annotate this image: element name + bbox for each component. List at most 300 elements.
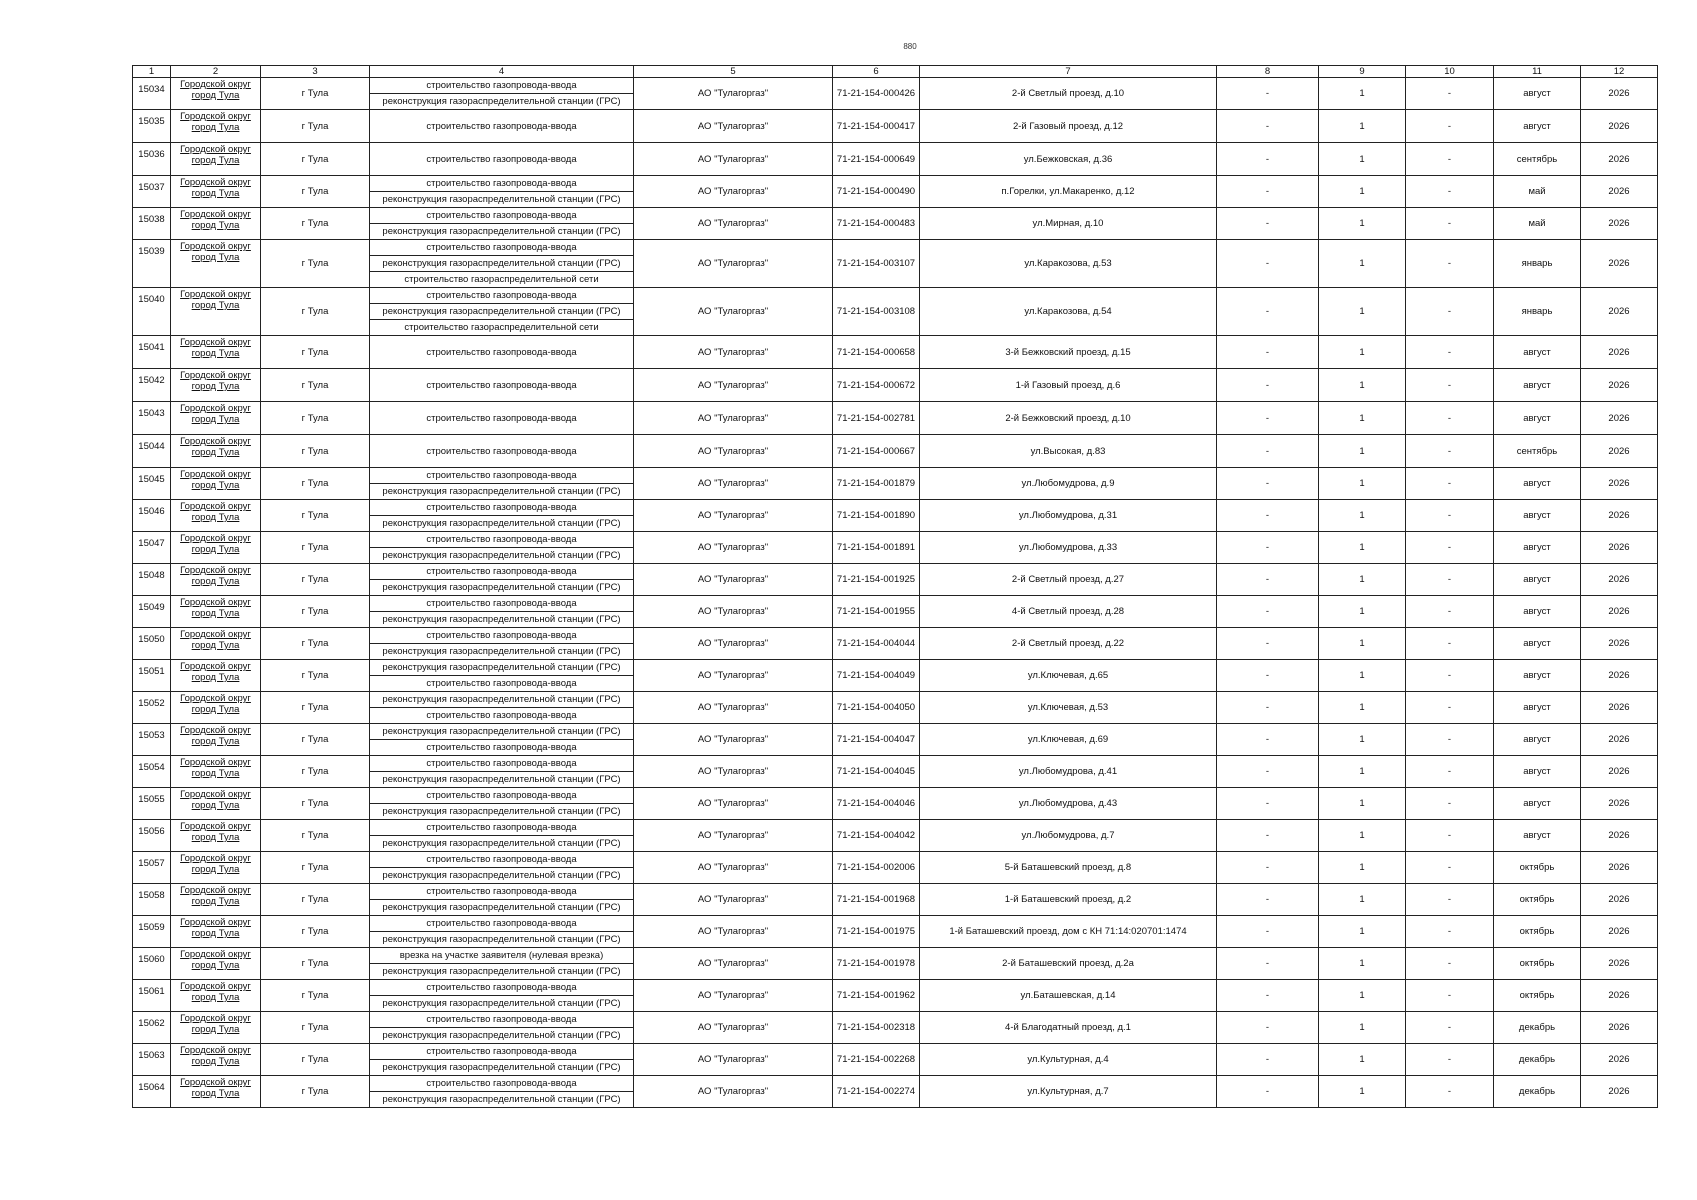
work-line: реконструкция газораспределительной станции (ГРС) — [382, 614, 621, 625]
row-number: 15057 — [133, 852, 171, 884]
month-cell: сентябрь — [1494, 435, 1581, 468]
municipality-cell — [171, 176, 261, 208]
code-cell: 71-21-154-000658 — [833, 336, 920, 369]
work-cell — [370, 788, 634, 820]
municipality-text: Городской округ город Тула — [180, 597, 251, 619]
work-cell — [370, 435, 634, 468]
work-line: строительство газопровода-ввода — [370, 564, 633, 580]
address-cell: 2-й Бежковский проезд, д.10 — [920, 402, 1217, 435]
year-cell: 2026 — [1581, 208, 1658, 240]
address-cell: ул.Мирная, д.10 — [920, 208, 1217, 240]
locality-cell: г Тула — [261, 596, 370, 628]
table-row — [133, 468, 1658, 500]
col9-cell: 1 — [1319, 628, 1406, 660]
year-cell: 2026 — [1581, 336, 1658, 369]
col8-cell: - — [1217, 1044, 1319, 1076]
row-number: 15045 — [133, 468, 171, 500]
address-cell: ул.Ключевая, д.69 — [920, 724, 1217, 756]
row-number: 15036 — [133, 143, 171, 176]
col8-cell: - — [1217, 1012, 1319, 1044]
row-number: 15061 — [133, 980, 171, 1012]
year-cell: 2026 — [1581, 176, 1658, 208]
locality-cell: г Тула — [261, 500, 370, 532]
month-cell: август — [1494, 820, 1581, 852]
code-cell: 71-21-154-003107 — [833, 240, 920, 288]
table-row — [133, 1076, 1658, 1108]
municipality-text: Городской округ город Тула — [180, 821, 251, 843]
row-number: 15062 — [133, 1012, 171, 1044]
row-number: 15043 — [133, 402, 171, 435]
table-row — [133, 208, 1658, 240]
year-cell: 2026 — [1581, 596, 1658, 628]
table-row — [133, 596, 1658, 628]
year-cell: 2026 — [1581, 435, 1658, 468]
work-line: строительство газопровода-ввода — [426, 710, 577, 721]
col8-cell: - — [1217, 884, 1319, 916]
work-line: реконструкция газораспределительной станции (ГРС) — [382, 486, 621, 497]
code-cell: 71-21-154-003108 — [833, 288, 920, 336]
address-cell: ул.Ключевая, д.65 — [920, 660, 1217, 692]
month-cell: декабрь — [1494, 1076, 1581, 1108]
table-row — [133, 1044, 1658, 1076]
locality-cell: г Тула — [261, 369, 370, 402]
work-cell — [370, 78, 634, 110]
locality-cell: г Тула — [261, 628, 370, 660]
code-cell: 71-21-154-000426 — [833, 78, 920, 110]
col8-cell: - — [1217, 369, 1319, 402]
year-cell: 2026 — [1581, 1076, 1658, 1108]
table-row — [133, 435, 1658, 468]
municipality-text: Городской округ город Тула — [180, 565, 251, 587]
col9-cell: 1 — [1319, 596, 1406, 628]
address-cell: 3-й Бежковский проезд, д.15 — [920, 336, 1217, 369]
month-cell: август — [1494, 564, 1581, 596]
address-cell: п.Горелки, ул.Макаренко, д.12 — [920, 176, 1217, 208]
locality-cell: г Тула — [261, 820, 370, 852]
work-cell — [370, 532, 634, 564]
work-line: строительство газораспределительной сети — [404, 322, 599, 333]
work-line: реконструкция газораспределительной станции (ГРС) — [370, 724, 633, 740]
work-line: реконструкция газораспределительной станции (ГРС) — [382, 646, 621, 657]
locality-cell: г Тула — [261, 884, 370, 916]
table-row — [133, 884, 1658, 916]
work-line: строительство газопровода-ввода — [370, 1044, 633, 1060]
work-line: строительство газопровода-ввода — [370, 628, 633, 644]
code-cell: 71-21-154-002781 — [833, 402, 920, 435]
work-cell — [370, 176, 634, 208]
month-cell: январь — [1494, 288, 1581, 336]
year-cell: 2026 — [1581, 402, 1658, 435]
table-row — [133, 369, 1658, 402]
col10-cell: - — [1406, 980, 1494, 1012]
municipality-text: Городской округ город Тула — [180, 469, 251, 491]
table-row — [133, 288, 1658, 336]
municipality-text: Городской округ город Тула — [180, 1077, 251, 1099]
work-cell — [370, 724, 634, 756]
address-cell: ул.Высокая, д.83 — [920, 435, 1217, 468]
locality-cell: г Тула — [261, 468, 370, 500]
address-cell: 2-й Газовый проезд, д.12 — [920, 110, 1217, 143]
address-cell: 2-й Светлый проезд, д.10 — [920, 78, 1217, 110]
locality-cell: г Тула — [261, 788, 370, 820]
work-cell — [370, 1012, 634, 1044]
month-cell: май — [1494, 208, 1581, 240]
col9-cell: 1 — [1319, 288, 1406, 336]
organization-cell: АО "Тулагоргаз" — [634, 948, 833, 980]
organization-cell: АО "Тулагоргаз" — [634, 756, 833, 788]
row-number: 15040 — [133, 288, 171, 336]
municipality-cell — [171, 596, 261, 628]
municipality-cell — [171, 564, 261, 596]
municipality-cell — [171, 1076, 261, 1108]
organization-cell: АО "Тулагоргаз" — [634, 435, 833, 468]
locality-cell: г Тула — [261, 402, 370, 435]
organization-cell: АО "Тулагоргаз" — [634, 564, 833, 596]
code-cell: 71-21-154-001955 — [833, 596, 920, 628]
code-cell: 71-21-154-001891 — [833, 532, 920, 564]
work-line: строительство газопровода-ввода — [370, 240, 633, 256]
month-cell: август — [1494, 628, 1581, 660]
code-cell: 71-21-154-004045 — [833, 756, 920, 788]
col8-cell: - — [1217, 468, 1319, 500]
municipality-cell — [171, 628, 261, 660]
municipality-text: Городской округ город Тула — [180, 789, 251, 811]
municipality-cell — [171, 532, 261, 564]
code-cell: 71-21-154-002268 — [833, 1044, 920, 1076]
year-cell: 2026 — [1581, 852, 1658, 884]
organization-cell: АО "Тулагоргаз" — [634, 916, 833, 948]
page-number: 880 — [903, 42, 917, 51]
work-line: реконструкция газораспределительной станции (ГРС) — [382, 194, 621, 205]
municipality-cell — [171, 884, 261, 916]
locality-cell: г Тула — [261, 660, 370, 692]
col9-cell: 1 — [1319, 916, 1406, 948]
work-cell — [370, 756, 634, 788]
col10-cell: - — [1406, 596, 1494, 628]
work-line: реконструкция газораспределительной станции (ГРС) — [382, 96, 621, 107]
municipality-text: Городской округ город Тула — [180, 79, 251, 101]
column-number-row — [133, 66, 1658, 78]
locality-cell: г Тула — [261, 143, 370, 176]
work-cell — [370, 1076, 634, 1108]
locality-cell: г Тула — [261, 288, 370, 336]
work-line: строительство газопровода-ввода — [370, 1076, 633, 1092]
year-cell: 2026 — [1581, 1012, 1658, 1044]
locality-cell: г Тула — [261, 78, 370, 110]
col8-cell: - — [1217, 820, 1319, 852]
work-line: реконструкция газораспределительной станции (ГРС) — [382, 902, 621, 913]
column-header: 7 — [920, 66, 1217, 78]
col10-cell: - — [1406, 948, 1494, 980]
col8-cell: - — [1217, 532, 1319, 564]
code-cell: 71-21-154-001968 — [833, 884, 920, 916]
address-cell: ул.Любомудрова, д.31 — [920, 500, 1217, 532]
month-cell: август — [1494, 756, 1581, 788]
row-number: 15044 — [133, 435, 171, 468]
column-header: 4 — [370, 66, 634, 78]
row-number: 15053 — [133, 724, 171, 756]
municipality-text: Городской округ город Тула — [180, 370, 251, 392]
work-line: строительство газопровода-ввода — [426, 678, 577, 689]
col10-cell: - — [1406, 500, 1494, 532]
work-line: реконструкция газораспределительной станции (ГРС) — [382, 226, 621, 237]
col10-cell: - — [1406, 852, 1494, 884]
municipality-cell — [171, 756, 261, 788]
work-cell — [370, 336, 634, 369]
register-table — [132, 65, 1658, 1108]
address-cell: 1-й Газовый проезд, д.6 — [920, 369, 1217, 402]
work-line: строительство газопровода-ввода — [370, 208, 633, 224]
row-number: 15050 — [133, 628, 171, 660]
table-row — [133, 336, 1658, 369]
work-line: врезка на участке заявителя (нулевая врезка) — [370, 948, 633, 964]
municipality-text: Городской округ город Тула — [180, 949, 251, 971]
col9-cell: 1 — [1319, 692, 1406, 724]
month-cell: август — [1494, 402, 1581, 435]
organization-cell: АО "Тулагоргаз" — [634, 240, 833, 288]
col9-cell: 1 — [1319, 852, 1406, 884]
address-cell: ул.Любомудрова, д.43 — [920, 788, 1217, 820]
year-cell: 2026 — [1581, 916, 1658, 948]
code-cell: 71-21-154-001978 — [833, 948, 920, 980]
municipality-cell — [171, 435, 261, 468]
locality-cell: г Тула — [261, 1012, 370, 1044]
work-line: строительство газопровода-ввода — [370, 532, 633, 548]
col9-cell: 1 — [1319, 820, 1406, 852]
municipality-cell — [171, 788, 261, 820]
month-cell: сентябрь — [1494, 143, 1581, 176]
month-cell: август — [1494, 78, 1581, 110]
code-cell: 71-21-154-000490 — [833, 176, 920, 208]
work-cell — [370, 916, 634, 948]
col10-cell: - — [1406, 143, 1494, 176]
code-cell: 71-21-154-000483 — [833, 208, 920, 240]
col9-cell: 1 — [1319, 756, 1406, 788]
row-number: 15049 — [133, 596, 171, 628]
work-cell — [370, 884, 634, 916]
locality-cell: г Тула — [261, 564, 370, 596]
work-line: реконструкция газораспределительной станции (ГРС) — [382, 966, 621, 977]
col9-cell: 1 — [1319, 1012, 1406, 1044]
work-line: строительство газопровода-ввода — [426, 742, 577, 753]
row-number: 15054 — [133, 756, 171, 788]
month-cell: август — [1494, 788, 1581, 820]
municipality-cell — [171, 500, 261, 532]
work-line: строительство газопровода-ввода — [370, 1012, 633, 1028]
municipality-cell — [171, 468, 261, 500]
col8-cell: - — [1217, 948, 1319, 980]
column-header: 10 — [1406, 66, 1494, 78]
table-row — [133, 532, 1658, 564]
col10-cell: - — [1406, 756, 1494, 788]
column-header: 1 — [133, 66, 171, 78]
work-line: реконструкция газораспределительной станции (ГРС) — [382, 806, 621, 817]
table-row — [133, 176, 1658, 208]
municipality-text: Городской округ город Тула — [180, 144, 251, 166]
locality-cell: г Тула — [261, 1044, 370, 1076]
municipality-text: Городской округ город Тула — [180, 337, 251, 359]
address-cell: ул.Каракозова, д.54 — [920, 288, 1217, 336]
code-cell: 71-21-154-004050 — [833, 692, 920, 724]
col9-cell: 1 — [1319, 724, 1406, 756]
col8-cell: - — [1217, 78, 1319, 110]
year-cell: 2026 — [1581, 756, 1658, 788]
col10-cell: - — [1406, 288, 1494, 336]
row-number: 15047 — [133, 532, 171, 564]
code-cell: 71-21-154-002274 — [833, 1076, 920, 1108]
work-line: строительство газопровода-ввода — [370, 500, 633, 516]
work-line: строительство газопровода-ввода — [426, 120, 577, 132]
work-cell — [370, 143, 634, 176]
organization-cell: АО "Тулагоргаз" — [634, 500, 833, 532]
col10-cell: - — [1406, 110, 1494, 143]
municipality-text: Городской округ город Тула — [180, 241, 251, 263]
month-cell: октябрь — [1494, 948, 1581, 980]
table-row — [133, 948, 1658, 980]
col9-cell: 1 — [1319, 500, 1406, 532]
address-cell: ул.Любомудрова, д.9 — [920, 468, 1217, 500]
year-cell: 2026 — [1581, 788, 1658, 820]
work-line: реконструкция газораспределительной станции (ГРС) — [382, 1094, 621, 1105]
col9-cell: 1 — [1319, 176, 1406, 208]
work-line: реконструкция газораспределительной станции (ГРС) — [382, 1030, 621, 1041]
row-number: 15041 — [133, 336, 171, 369]
table-row — [133, 756, 1658, 788]
col8-cell: - — [1217, 208, 1319, 240]
organization-cell: АО "Тулагоргаз" — [634, 852, 833, 884]
work-cell — [370, 369, 634, 402]
col9-cell: 1 — [1319, 884, 1406, 916]
address-cell: 4-й Благодатный проезд, д.1 — [920, 1012, 1217, 1044]
address-cell: 2-й Баташевский проезд, д.2а — [920, 948, 1217, 980]
municipality-text: Городской округ город Тула — [180, 757, 251, 779]
column-header: 6 — [833, 66, 920, 78]
address-cell: 5-й Баташевский проезд, д.8 — [920, 852, 1217, 884]
col8-cell: - — [1217, 724, 1319, 756]
year-cell: 2026 — [1581, 78, 1658, 110]
year-cell: 2026 — [1581, 500, 1658, 532]
col9-cell: 1 — [1319, 532, 1406, 564]
col10-cell: - — [1406, 78, 1494, 110]
code-cell: 71-21-154-004047 — [833, 724, 920, 756]
table-body — [133, 78, 1658, 1108]
municipality-cell — [171, 1044, 261, 1076]
municipality-cell — [171, 369, 261, 402]
work-line: реконструкция газораспределительной станции (ГРС) — [382, 550, 621, 561]
row-number: 15056 — [133, 820, 171, 852]
month-cell: декабрь — [1494, 1044, 1581, 1076]
row-number: 15042 — [133, 369, 171, 402]
address-cell: 1-й Баташевский проезд, д.2 — [920, 884, 1217, 916]
work-line: строительство газопровода-ввода — [370, 756, 633, 772]
organization-cell: АО "Тулагоргаз" — [634, 884, 833, 916]
year-cell: 2026 — [1581, 532, 1658, 564]
table-row — [133, 692, 1658, 724]
year-cell: 2026 — [1581, 1044, 1658, 1076]
organization-cell: АО "Тулагоргаз" — [634, 724, 833, 756]
table-row — [133, 820, 1658, 852]
work-cell — [370, 820, 634, 852]
col8-cell: - — [1217, 110, 1319, 143]
month-cell: январь — [1494, 240, 1581, 288]
year-cell: 2026 — [1581, 468, 1658, 500]
work-cell — [370, 852, 634, 884]
col9-cell: 1 — [1319, 208, 1406, 240]
table-row — [133, 500, 1658, 532]
work-cell — [370, 500, 634, 532]
col8-cell: - — [1217, 143, 1319, 176]
work-line: реконструкция газораспределительной станции (ГРС) — [382, 838, 621, 849]
work-line: реконструкция газораспределительной станции (ГРС) — [370, 660, 633, 676]
col8-cell: - — [1217, 564, 1319, 596]
work-line: реконструкция газораспределительной станции (ГРС) — [370, 692, 633, 708]
work-line: строительство газопровода-ввода — [370, 916, 633, 932]
organization-cell: АО "Тулагоргаз" — [634, 78, 833, 110]
col8-cell: - — [1217, 500, 1319, 532]
col9-cell: 1 — [1319, 788, 1406, 820]
locality-cell: г Тула — [261, 110, 370, 143]
year-cell: 2026 — [1581, 288, 1658, 336]
month-cell: август — [1494, 660, 1581, 692]
col10-cell: - — [1406, 820, 1494, 852]
code-cell: 71-21-154-001975 — [833, 916, 920, 948]
col9-cell: 1 — [1319, 435, 1406, 468]
address-cell: 2-й Светлый проезд, д.27 — [920, 564, 1217, 596]
organization-cell: АО "Тулагоргаз" — [634, 788, 833, 820]
municipality-cell — [171, 78, 261, 110]
locality-cell: г Тула — [261, 1076, 370, 1108]
month-cell: август — [1494, 532, 1581, 564]
municipality-cell — [171, 402, 261, 435]
work-line: строительство газопровода-ввода — [426, 153, 577, 165]
col10-cell: - — [1406, 240, 1494, 288]
organization-cell: АО "Тулагоргаз" — [634, 336, 833, 369]
col10-cell: - — [1406, 468, 1494, 500]
row-number: 15034 — [133, 78, 171, 110]
work-line: реконструкция газораспределительной станции (ГРС) — [382, 582, 621, 593]
address-cell: 1-й Баташевский проезд, дом с КН 71:14:020701:1474 — [920, 916, 1217, 948]
municipality-cell — [171, 948, 261, 980]
col9-cell: 1 — [1319, 1044, 1406, 1076]
code-cell: 71-21-154-000667 — [833, 435, 920, 468]
municipality-text: Городской округ город Тула — [180, 917, 251, 939]
municipality-cell — [171, 208, 261, 240]
row-number: 15055 — [133, 788, 171, 820]
locality-cell: г Тула — [261, 756, 370, 788]
organization-cell: АО "Тулагоргаз" — [634, 1012, 833, 1044]
code-cell: 71-21-154-001879 — [833, 468, 920, 500]
work-line: строительство газопровода-ввода — [370, 820, 633, 836]
locality-cell: г Тула — [261, 948, 370, 980]
col9-cell: 1 — [1319, 240, 1406, 288]
col10-cell: - — [1406, 916, 1494, 948]
address-cell: ул.Любомудрова, д.7 — [920, 820, 1217, 852]
work-cell — [370, 980, 634, 1012]
address-cell: ул.Культурная, д.7 — [920, 1076, 1217, 1108]
column-header: 3 — [261, 66, 370, 78]
municipality-cell — [171, 336, 261, 369]
work-line: строительство газопровода-ввода — [370, 596, 633, 612]
month-cell: октябрь — [1494, 980, 1581, 1012]
code-cell: 71-21-154-004046 — [833, 788, 920, 820]
municipality-cell — [171, 240, 261, 288]
row-number: 15035 — [133, 110, 171, 143]
code-cell: 71-21-154-000672 — [833, 369, 920, 402]
col10-cell: - — [1406, 532, 1494, 564]
code-cell: 71-21-154-000417 — [833, 110, 920, 143]
col8-cell: - — [1217, 692, 1319, 724]
table-row — [133, 660, 1658, 692]
